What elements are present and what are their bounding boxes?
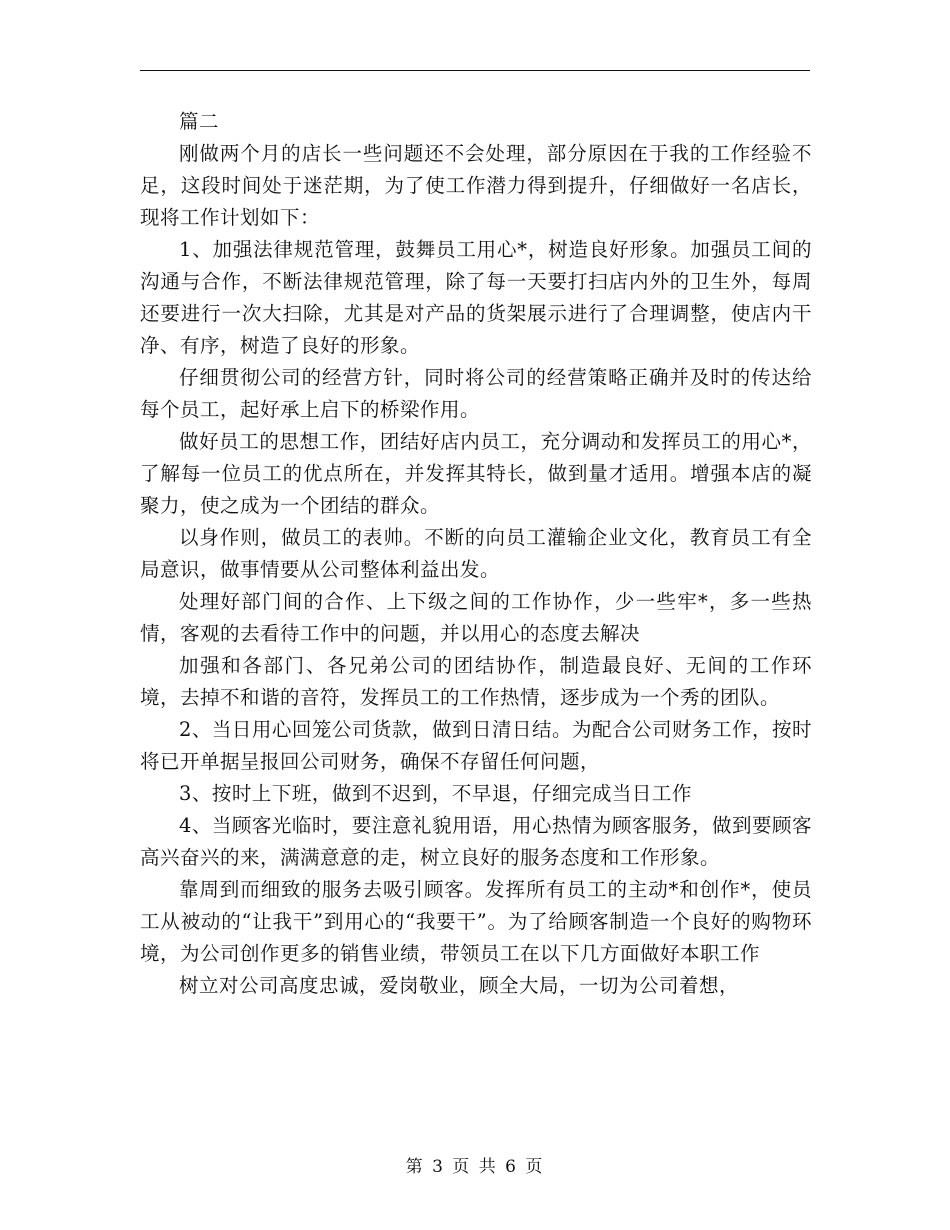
paragraph-policy: 仔细贯彻公司的经营方针，同时将公司的经营策略正确并及时的传达给每个员工，起好承上启下的桥梁作用。 bbox=[140, 366, 812, 421]
paragraph-item-1: 1、加强法律规范管理，鼓舞员工用心*，树造良好形象。加强员工间的沟通与合作，不断法律规范管理，除了每一天要打扫店内外的卫生外，每周还要进行一次大扫除，尤其是对产品的货架展示进行了合理调整，使店内干净、有序，树造了良好的形象。 bbox=[140, 238, 812, 357]
paragraph-loyalty: 树立对公司高度忠诚，爱岗敬业，顾全大局，一切为公司着想， bbox=[179, 974, 740, 997]
section-heading: 篇二 bbox=[179, 110, 220, 133]
paragraph-example: 以身作则，做员工的表帅。不断的向员工灌输企业文化，教育员工有全局意识，做事情要从公司整体利益出发。 bbox=[140, 526, 812, 581]
document-body bbox=[140, 106, 812, 1002]
page-number-footer: 第 3 页 共 6 页 bbox=[405, 1157, 545, 1177]
paragraph-item-2: 2、当日用心回笼公司货款，做到日清日结。为配合公司财务工作，按时将已开单据呈报回公司财务，确保不存留任何问题， bbox=[140, 718, 812, 773]
paragraph-item-4: 4、当顾客光临时，要注意礼貌用语，用心热情为顾客服务，做到要顾客高兴奋兴的来，满满意意的走，树立良好的服务态度和工作形象。 bbox=[140, 814, 812, 869]
paragraph-teamwork: 加强和各部门、各兄弟公司的团结协作，制造最良好、无间的工作环境，去掉不和谐的音符，发挥员工的工作热情，逐步成为一个秀的团队。 bbox=[140, 654, 812, 709]
paragraph-service: 靠周到而细致的服务去吸引顾客。发挥所有员工的主动*和创作*，使员工从被动的“让我干”到用心的“我要干”。为了给顾客制造一个良好的购物环境，为公司创作更多的销售业绩，带领员工在以下几方面做好本职工作 bbox=[140, 878, 812, 965]
header-rule bbox=[140, 70, 810, 71]
paragraph-item-3: 3、按时上下班，做到不迟到，不早退，仔细完成当日工作 bbox=[179, 782, 692, 805]
paragraph-intro: 刚做两个月的店长一些问题还不会处理，部分原因在于我的工作经验不足，这段时间处于迷茫期，为了使工作潜力得到提升，仔细做好一名店长，现将工作计划如下： bbox=[140, 142, 812, 229]
paragraph-cooperation: 处理好部门间的合作、上下级之间的工作协作，少一些牢*，多一些热情，客观的去看待工作中的问题，并以用心的态度去解决 bbox=[140, 590, 812, 645]
paragraph-staff: 做好员工的思想工作，团结好店内员工，充分调动和发挥员工的用心*，了解每一位员工的优点所在，并发挥其特长，做到量才适用。增强本店的凝聚力，使之成为一个团结的群众。 bbox=[140, 430, 812, 517]
